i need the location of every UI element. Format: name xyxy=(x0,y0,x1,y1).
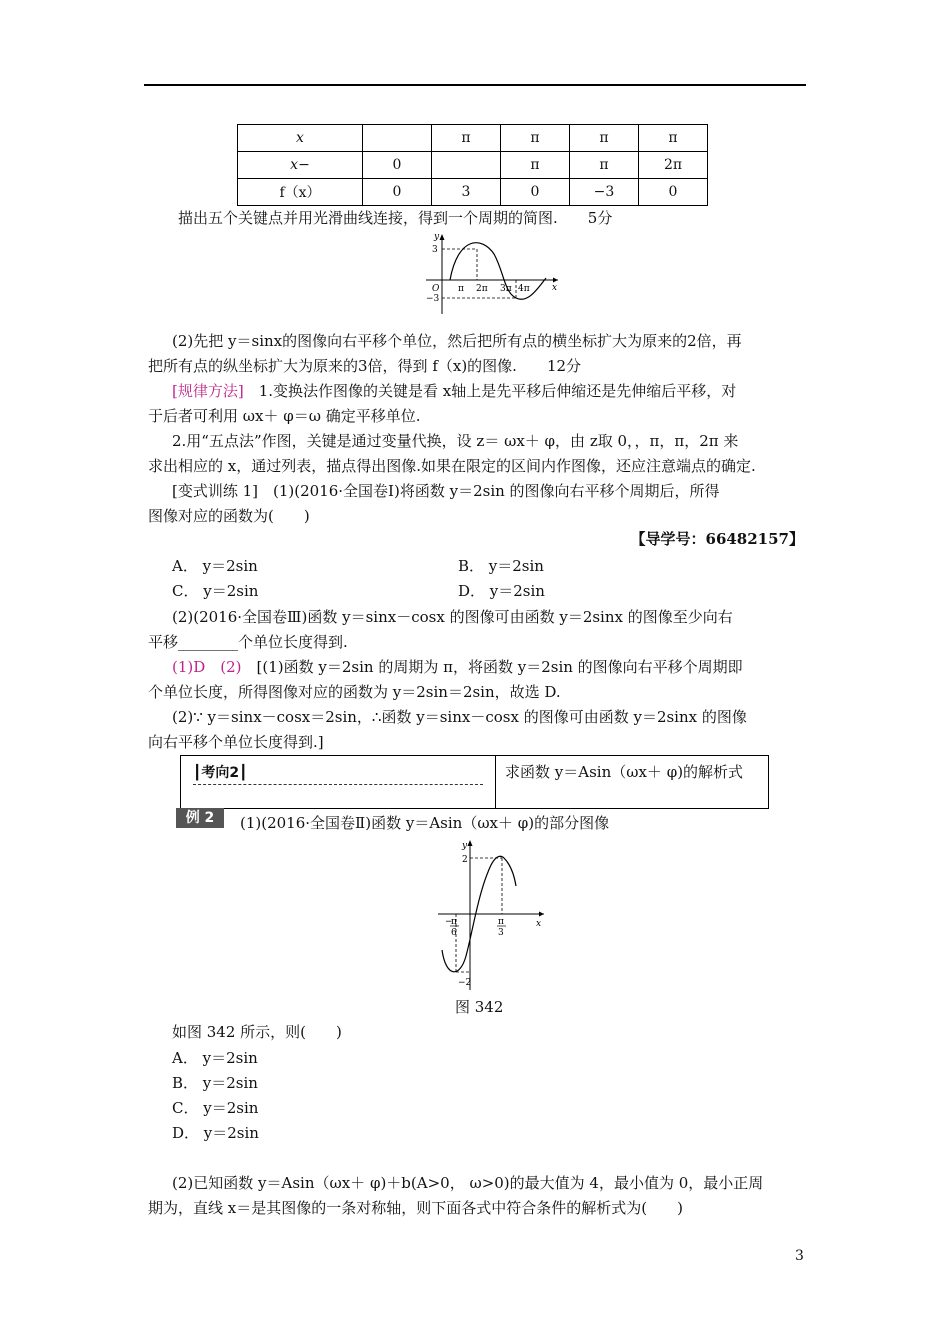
x-tick-numerator: π xyxy=(498,917,504,927)
table-cell: −3 xyxy=(570,179,639,206)
x-tick-numerator: π xyxy=(451,917,457,927)
table-cell: π xyxy=(570,125,639,152)
table-cell: x− xyxy=(238,152,363,179)
y-tick-label: 2 xyxy=(462,855,468,865)
topic-left-cell xyxy=(181,756,496,808)
table-cell: π xyxy=(639,125,708,152)
x-tick-denominator: 3 xyxy=(498,928,504,938)
y-tick-label: −2 xyxy=(458,978,472,988)
sine-curve xyxy=(450,243,546,300)
paragraph: (2)(2016·全国卷Ⅲ)函数 y＝sinx－cosx 的图像可由函数 y＝2sinx 的图像至少向右 xyxy=(172,608,733,626)
x-label: x xyxy=(552,283,558,293)
table-cell: f（x） xyxy=(238,179,363,206)
figure-caption: 图 342 xyxy=(455,998,504,1016)
option-a: A． y＝2sin xyxy=(172,1049,258,1067)
table-cell xyxy=(432,152,501,179)
page-number: 3 xyxy=(795,1248,804,1264)
option-c: C． y＝2sin xyxy=(172,582,259,600)
paragraph: 图像对应的函数为( ) xyxy=(148,507,310,525)
table-row xyxy=(238,179,708,206)
topic-box xyxy=(180,755,769,809)
sine-graph-figure xyxy=(420,228,562,316)
y-label: y xyxy=(434,232,440,242)
x-tick-sign: − xyxy=(445,917,453,927)
paragraph: 2.用“五点法”作图，关键是通过变量代换，设 z＝ ωx＋ φ，由 z取 0，，π，π，2π 来 xyxy=(172,432,739,450)
table-cell: π xyxy=(432,125,501,152)
method-tag: [规律方法] xyxy=(172,382,244,400)
option-d: D． y＝2sin xyxy=(172,1124,259,1142)
answer-tag: (1)D (2) xyxy=(172,658,242,676)
paragraph: [变式训练 1] (1)(2016·全国卷Ⅰ)将函数 y＝2sin 的图像向右平移个周期后，所得 xyxy=(172,482,720,500)
x-axis-arrow xyxy=(539,912,544,917)
table-cell: x xyxy=(238,125,363,152)
x-tick-label: 2π xyxy=(476,284,488,294)
table-cell: 0 xyxy=(639,179,708,206)
paragraph: 于后者可利用 ωx＋ φ＝ω 确定平移单位. xyxy=(148,407,421,425)
header-rule xyxy=(144,84,806,86)
key-points-table xyxy=(237,124,708,206)
example-tag: 例 2 xyxy=(176,808,224,828)
answer-paragraph xyxy=(172,656,743,677)
method-paragraph xyxy=(172,380,736,401)
option-b: B． y＝2sin xyxy=(172,1074,258,1092)
table-cell: 0 xyxy=(363,179,432,206)
topic-label: ┃考向2┃ xyxy=(193,765,248,781)
option-c: C． y＝2sin xyxy=(172,1099,259,1117)
table-cell xyxy=(363,125,432,152)
y-axis-arrow xyxy=(468,840,473,846)
y-label: y xyxy=(462,841,468,851)
paragraph: 向右平移个单位长度得到.] xyxy=(148,733,324,751)
paragraph: (2)先把 y＝sinx的图像向右平移个单位，然后把所有点的横坐标扩大为原来的2倍，再 xyxy=(172,332,742,350)
table-row xyxy=(238,152,708,179)
paragraph: 如图 342 所示，则( ) xyxy=(172,1023,342,1041)
x-tick-label: π xyxy=(458,284,464,294)
option-d: D． y＝2sin xyxy=(458,582,545,600)
paragraph: 平移________个单位长度得到. xyxy=(148,633,348,651)
option-b: B． y＝2sin xyxy=(458,557,544,575)
x-label: x xyxy=(536,919,542,929)
paragraph: 求出相应的 x，通过列表，描点得出图像.如果在限定的区间内作图像，还应注意端点的确定. xyxy=(148,457,756,475)
topic-title: 求函数 y＝Asin（ωx＋ φ)的解析式 xyxy=(505,763,744,781)
reference-number: 【导学号：66482157】 xyxy=(630,530,804,548)
paragraph: 把所有点的纵坐标扩大为原来的3倍，得到 f（x)的图像. 12分 xyxy=(148,357,582,375)
partial-graph-figure xyxy=(432,838,548,994)
table-cell: 0 xyxy=(501,179,570,206)
paragraph: (2)∵ y＝sinx－cosx＝2sin，∴函数 y＝sinx－cosx 的图像可由函数 y＝2sinx 的图像 xyxy=(172,708,747,726)
paragraph: 描出五个关键点并用光滑曲线连接，得到一个周期的简图. 5分 xyxy=(178,209,613,227)
table-cell: π xyxy=(501,152,570,179)
table-cell: 0 xyxy=(363,152,432,179)
paragraph: (2)已知函数 y＝Asin（ωx＋ φ)＋b(A>0， ω>0)的最大值为 4，最小值为 0，最小正周 xyxy=(172,1174,764,1192)
table-row xyxy=(238,125,708,152)
x-tick-label: 4π xyxy=(518,284,530,294)
x-axis-arrow xyxy=(553,278,558,283)
y-axis-arrow xyxy=(440,234,445,240)
table-cell: 3 xyxy=(432,179,501,206)
table-cell: π xyxy=(570,152,639,179)
paragraph: 期为，直线 x＝是其图像的一条对称轴，则下面各式中符合条件的解析式为( ) xyxy=(148,1199,683,1217)
divider xyxy=(193,784,483,785)
answer-text: [(1)函数 y＝2sin 的周期为 π，将函数 y＝2sin 的图像向右平移个周期即 xyxy=(241,658,743,676)
y-tick-label: 3 xyxy=(432,245,438,255)
x-tick-denominator: 6 xyxy=(451,928,457,938)
table-cell: π xyxy=(501,125,570,152)
method-text: 1.变换法作图像的关键是看 x轴上是先平移后伸缩还是先伸缩后平移，对 xyxy=(243,382,737,400)
table-cell: 2π xyxy=(639,152,708,179)
paragraph: 个单位长度，所得图像对应的函数为 y＝2sin＝2sin，故选 D. xyxy=(148,683,561,701)
paragraph: (1)(2016·全国卷Ⅱ)函数 y＝Asin（ωx＋ φ)的部分图像 xyxy=(240,814,610,832)
option-a: A． y＝2sin xyxy=(172,557,258,575)
origin-label: O xyxy=(432,284,440,294)
x-tick-label: 3π xyxy=(500,284,512,294)
y-tick-label: −3 xyxy=(426,294,440,304)
